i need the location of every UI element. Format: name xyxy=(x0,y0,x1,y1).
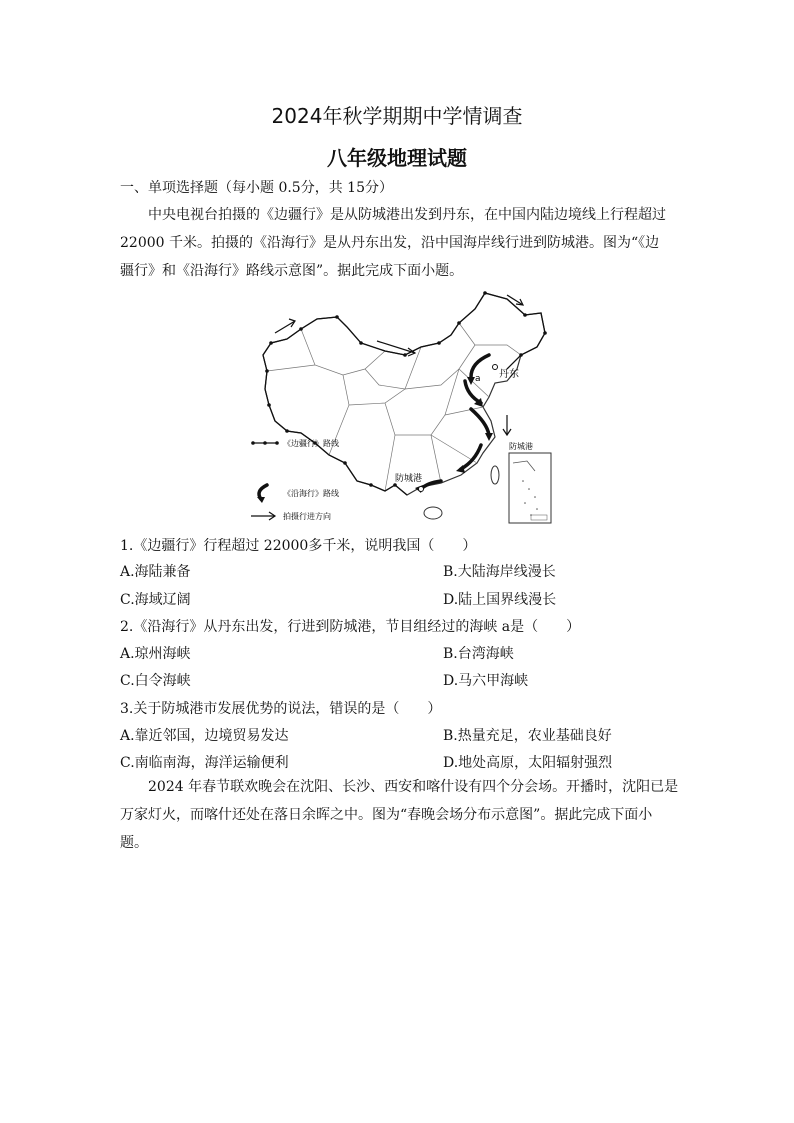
china-outline xyxy=(263,293,545,495)
exam-title: 2024年秋学期期中学情调查 xyxy=(271,104,523,128)
q1-option-a: A.海陆兼备 xyxy=(120,564,191,580)
q1-option-d: D.陆上国界线漫长 xyxy=(443,592,557,608)
dandong-label: 丹东 xyxy=(499,369,519,380)
q3-option-c: C.南临南海，海洋运输便利 xyxy=(120,755,289,771)
province-boundaries xyxy=(267,323,521,491)
south-china-sea-inset xyxy=(509,453,551,523)
fangchenggang-marker xyxy=(419,487,424,492)
q3-stem: 3.关于防城港市发展优势的说法，错误的是（ ） xyxy=(120,701,442,717)
q3-option-d: D.地处高原，太阳辐射强烈 xyxy=(443,755,613,771)
q3-option-a: A.靠近邻国，边境贸易发达 xyxy=(120,728,289,744)
passage2-line1: 2024 年春节联欢晚会在沈阳、长沙、西安和喀什设有四个分会场。开播时，沈阳已是 xyxy=(148,779,679,795)
exam-subtitle: 八年级地理试题 xyxy=(327,146,467,170)
passage2-line2: 万家灯火，而喀什还处在落日余晖之中。图为“春晚会场分布示意图”。据此完成下面小 xyxy=(120,807,653,823)
q1-stem: 1.《边疆行》行程超过 22000多千米，说明我国（ ） xyxy=(120,538,477,554)
hainan-island xyxy=(424,507,442,519)
q1-option-b: B.大陆海岸线漫长 xyxy=(443,564,556,580)
china-route-map xyxy=(245,285,555,530)
q3-option-b: B.热量充足，农业基础良好 xyxy=(443,728,612,744)
passage1-line1: 中央电视台拍摄的《边疆行》是从防城港出发到丹东，在中国内陆边境线上行程超过 xyxy=(148,207,666,223)
legend-coast-label: 《沿海行》路线 xyxy=(283,489,339,498)
q2-stem: 2.《沿海行》从丹东出发，行进到防城港，节目组经过的海峡 a是（ ） xyxy=(120,619,581,635)
map-legend xyxy=(251,438,339,521)
q2-option-b: B.台湾海峡 xyxy=(443,646,514,662)
fangchenggang-label: 防城港 xyxy=(395,474,423,484)
q2-option-a: A.琼州海峡 xyxy=(120,646,191,662)
passage1-line2: 22000 千米。拍摄的《沿海行》是从丹东出发，沿中国海岸线行进到防城港。图为“《边 xyxy=(120,235,660,251)
q1-option-c: C.海域辽阔 xyxy=(120,592,191,608)
q2-option-c: C.白令海峡 xyxy=(120,673,191,689)
q2-option-d: D.马六甲海峡 xyxy=(443,673,529,689)
passage2-line3: 题。 xyxy=(120,835,148,851)
border-route-line xyxy=(263,293,545,495)
taiwan-island xyxy=(491,466,499,484)
legend-border-label: 《边疆行》路线 xyxy=(283,439,339,448)
dandong-marker xyxy=(493,365,498,370)
inset-label: 防城港 xyxy=(509,442,533,451)
legend-direction-label: 拍摄行进方向 xyxy=(283,512,331,521)
section-heading: 一、单项选择题（每小题 0.5分，共 15分） xyxy=(120,180,393,196)
strait-a-label: a xyxy=(475,374,481,384)
passage1-line3: 疆行》和《沿海行》路线示意图”。据此完成下面小题。 xyxy=(120,263,464,279)
